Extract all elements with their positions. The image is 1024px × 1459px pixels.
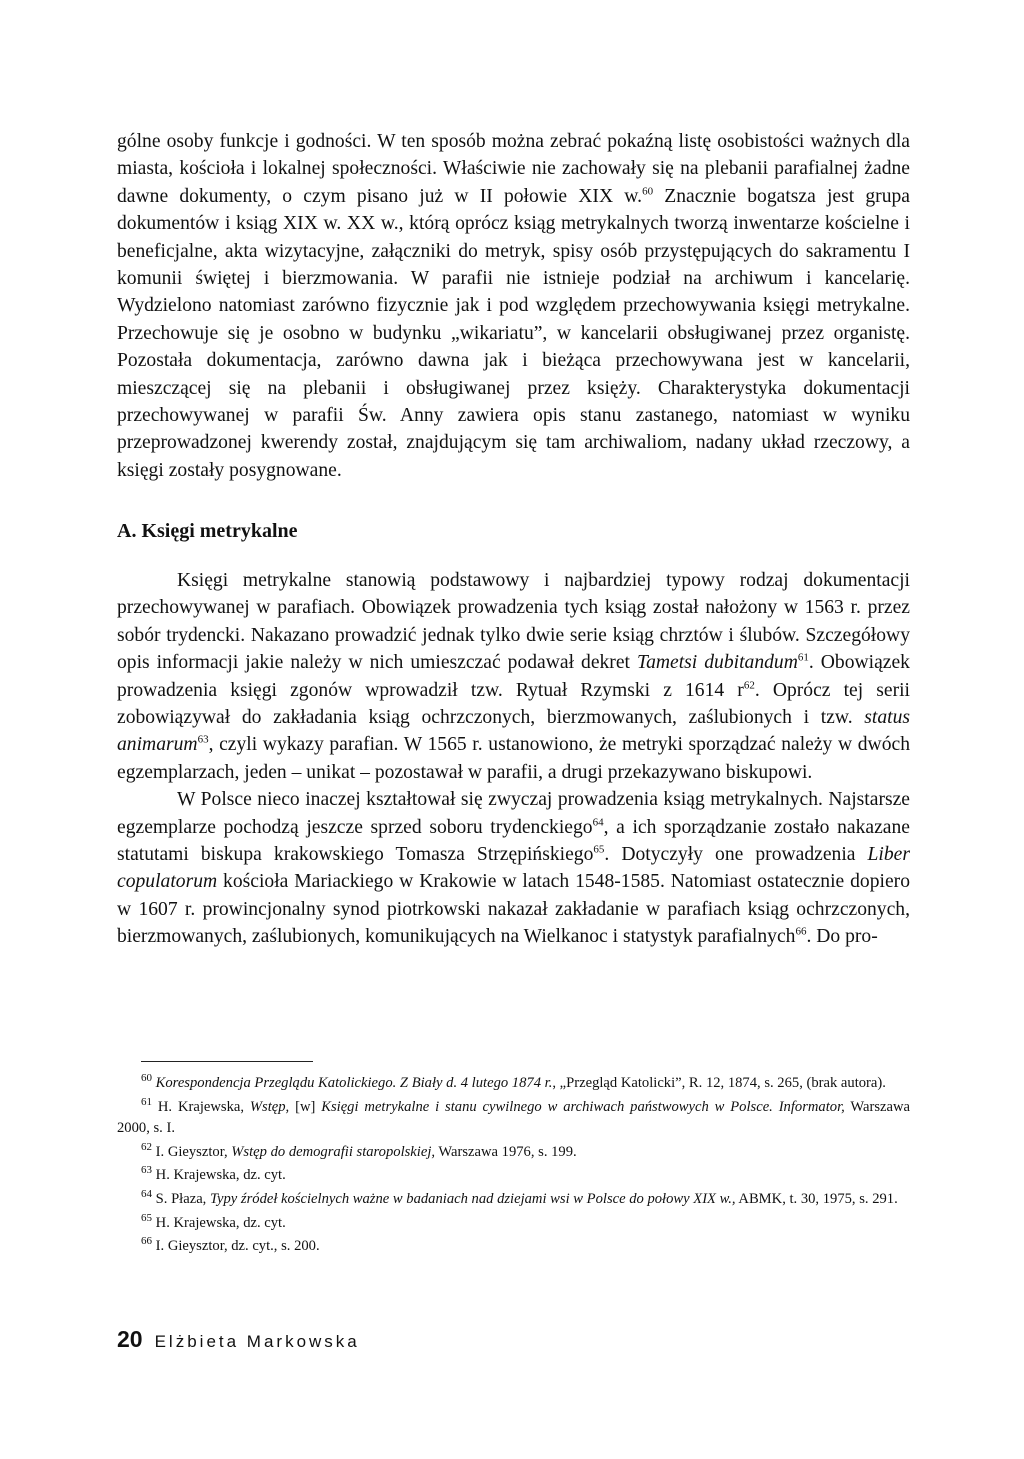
footnote-65 [117,1213,910,1235]
intro-paragraph [117,128,910,484]
text-run: H. Krajewska, [157,1098,250,1115]
footnote-ref-64[interactable]: 64 [592,816,604,829]
footnote-number: 60 [141,1072,152,1085]
text-run: [w] [289,1098,322,1115]
text-run: kościoła Mariackiego w Krakowie w latach 1548-1585. Natomiast ostatecznie dopiero w 1607 r. prowincjonalny synod piotrkowski nakazał zakładanie w parafiach ksiąg ochrzczonych, bierzmowanych, zaślubionych, komunikujących na Wielkanoc i statystyk parafialnych [117,871,910,948]
footnote-62 [117,1142,910,1164]
page-footer [117,1326,360,1353]
italic-term: status animarum [117,707,910,756]
text-run: Warszawa 1976, s. 199. [435,1143,577,1160]
footnote-number: 64 [141,1188,152,1201]
footnote-number: 61 [141,1095,152,1108]
italic-term: Korespondencja Przeglądu Katolickiego. Z Biały d. 4 lutego 1874 r. [155,1075,553,1091]
footnote-ref-66[interactable]: 66 [795,925,807,938]
text-run: Księgi metrykalne stanowią podstawowy i najbardziej typowy rodzaj dokumentacji przechowywanej w parafiach. Obowiązek prowadzenia tych ksiąg został nałożony w 1563 r. przez sobór trydencki. Nakazano prowadzić jednak tylko dwie serie ksiąg chrztów i ślubów. Szczegółowy opis informacji jakie należy w nich umieszczać podawał dekret [117,570,910,674]
footnote-66 [117,1236,910,1258]
footnote-60 [117,1073,910,1095]
text-run: . Oprócz tej serii zobowiązywał do zakładania ksiąg ochrzczonych, bierzmowanych, zaślubionych i tzw. [117,679,910,729]
text-run: . Do pro- [806,926,878,948]
paragraph [117,786,910,950]
footnote-64 [117,1189,910,1211]
italic-term: Tametsi dubitandum [636,652,798,674]
italic-term: Typy źródeł kościelnych ważne w badaniach nad dziejami wsi w Polsce do połowy XIX w., [209,1190,736,1207]
text-run: W Polsce nieco inaczej kształtował się zwyczaj prowadzenia ksiąg metrykalnych. Najstarsze egzemplarze pochodzą jeszcze sprzed soboru trydenckiego [117,789,910,838]
text-run: Znacznie bogatsza jest grupa dokumentów i ksiąg XIX w. XX w., którą oprócz ksiąg metrykalnych tworzą inwentarze kościelne i beneficjalne, akta wizytacyjne, załączniki do metryk, spisy osób przystępujących do sakramentu I komunii świętej i bierzmowania. W parafii nie istnieje podział na archiwum i kancelarię. Wydzielono natomiast zarówno fizycznie jak i pod względem przechowywania księgi metrykalne. Przechowuje się je osobno w budynku „wikariatu”, w kancelarii obsługiwanej przez organistę. Pozostała dokumentacja, zarówno dawna jak i bieżąca przechowywana jest w kancelarii, mieszczącej się na plebanii i obsługiwanej przez księży. Charakterystyka dokumentacji przechowywanej w parafii Św. Anny zawiera opis stanu zastanego, natomiast w wyniku przeprowadzonej kwerendy został, znajdującym się tam archiwaliom, nadany układ rzeczowy, a księgi zostały posygnowane. [117,185,911,481]
text-run: . Obowiązek prowadzenia księgi zgonów wprowadził tzw. Rytuał Rzymski z 1614 r [117,652,910,701]
text-run: H. Krajewska, dz. cyt. [155,1214,286,1231]
footnote-number: 66 [141,1235,152,1248]
text-run: , a ich sporządzanie zostało nakazane statutami biskupa krakowskiego Tomasza Strzępińskiego [117,816,910,866]
text-run: gólne osoby funkcje i godności. W ten sposób można zebrać pokaźną listę osobistości ważnych dla miasta, kościoła i lokalnej społeczności. Właściwie nie zachowały się na plebanii parafialnej żadne dawne dokumenty, o czym pisano już w II połowie XIX w. [117,131,910,207]
footnote-ref-62[interactable]: 62 [743,679,755,692]
text-run: ABMK, t. 30, 1975, s. 291. [735,1190,898,1207]
footnotes [117,1073,910,1260]
footnote-ref-63[interactable]: 63 [197,733,209,746]
footnote-61 [117,1097,910,1140]
footnote-number: 62 [141,1140,152,1153]
footnote-ref-60[interactable]: 60 [642,185,654,198]
text-run: I. Gieysztor, dz. cyt., s. 200. [155,1238,320,1255]
footnote-separator [141,1061,313,1062]
text-run: , czyli wykazy parafian. W 1565 r. ustanowiono, że metryki sporządzać należy w dwóch egzemplarzach, jeden – unikat – pozostawał w parafii, a drugi przekazywano biskupowi. [117,734,910,783]
footnote-number: 63 [141,1164,152,1177]
text-run: , „Przegląd Katolicki”, R. 12, 1874, s. 265, (brak autora). [552,1075,886,1091]
section-body [117,567,910,951]
italic-term: Księgi metrykalne i stanu cywilnego w archiwach państwowych w Polsce. Informator, [321,1098,845,1115]
footnote-number: 65 [141,1211,152,1224]
text-run: Warszawa 2000, s. I. [117,1098,910,1137]
italic-term: Wstęp, [249,1098,290,1115]
text-run: I. Gieysztor, [155,1143,232,1160]
italic-term: Wstęp do demografii staropolskiej, [231,1143,436,1160]
text-run: H. Krajewska, dz. cyt. [155,1167,286,1184]
page-number: 20 [117,1326,143,1352]
text-run: S. Płaza, [155,1190,210,1207]
text-run: . Dotyczyły one prowadzenia [604,844,868,866]
italic-term: Liber copulatorum [117,844,910,893]
section-heading: A. Księgi metrykalne [117,520,298,542]
footnote-ref-65[interactable]: 65 [593,843,605,856]
paragraph [117,567,910,786]
footnote-63 [117,1165,910,1187]
footnote-ref-61[interactable]: 61 [797,651,809,664]
author-name: Elżbieta Markowska [154,1332,360,1351]
